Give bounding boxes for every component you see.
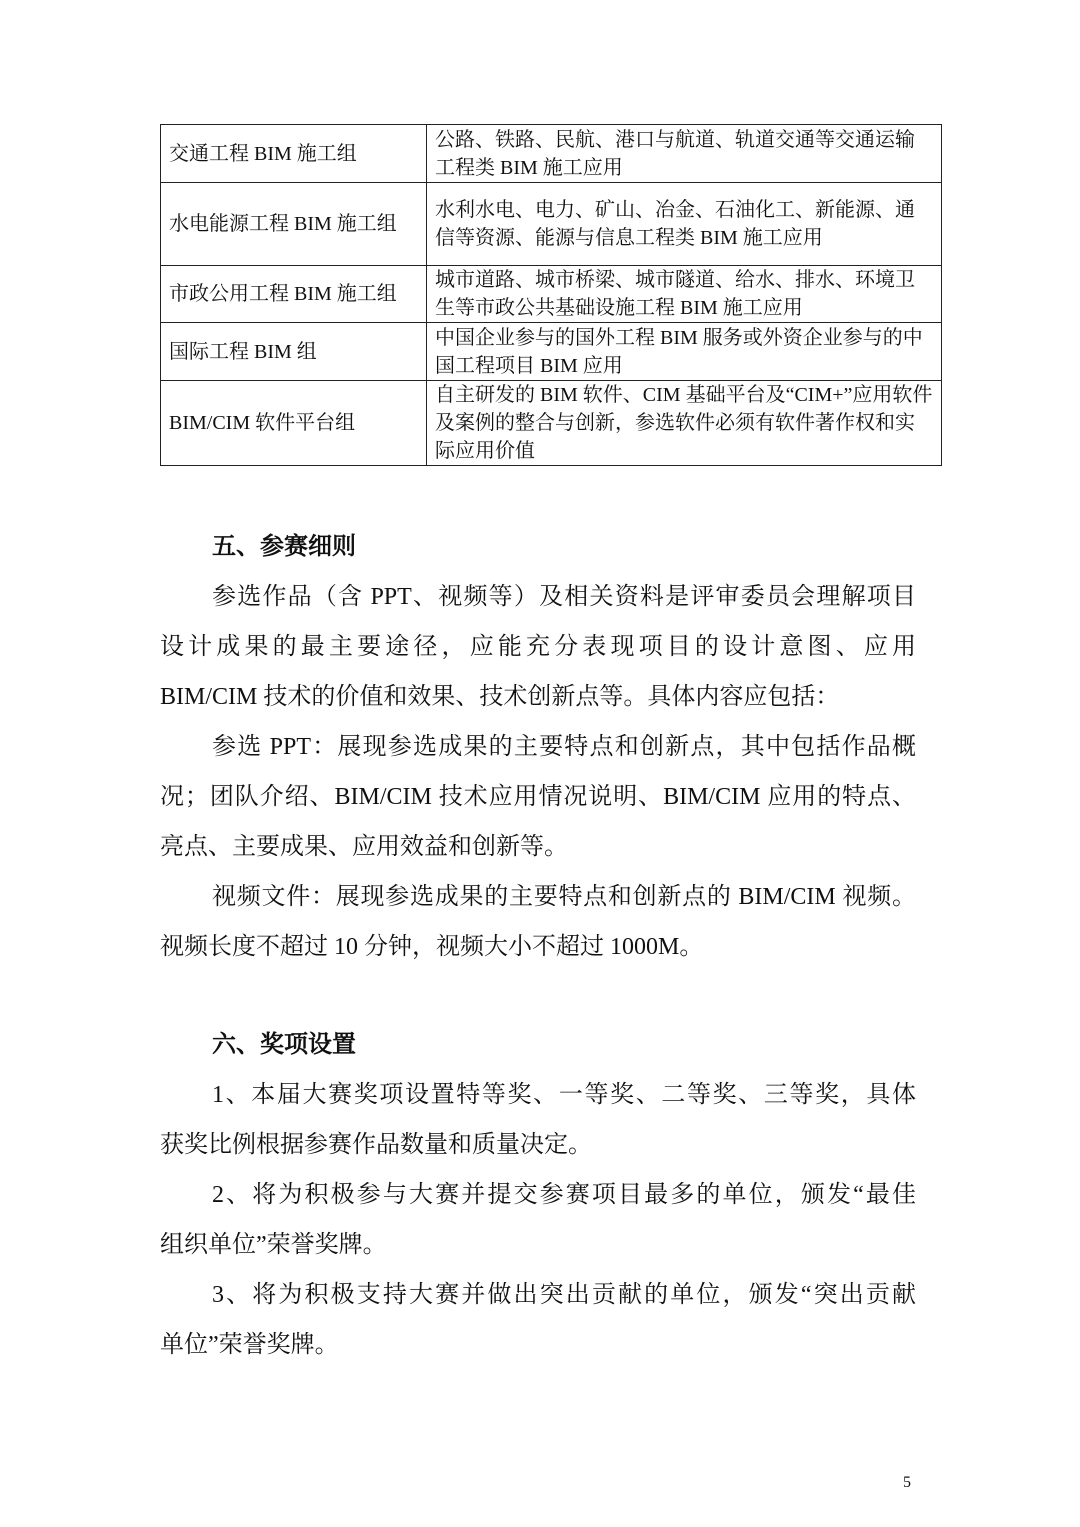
text-line: 3、将为积极支持大赛并做出突出贡献的单位，颁发“突出贡献 [212, 1282, 916, 1308]
text-line: 组织单位”荣誉奖牌。 [160, 1232, 387, 1258]
group-scope: 中国企业参与的国外工程 BIM 服务或外资企业参与的中国工程项目 BIM 应用 [427, 323, 942, 381]
section-rules [160, 522, 916, 972]
paragraph [160, 722, 916, 872]
paragraph [160, 872, 916, 972]
section-heading: 六、奖项设置 [212, 1032, 356, 1058]
text-line: BIM/CIM 技术的价值和效果、技术创新点等。具体内容应包括： [160, 684, 840, 710]
group-scope: 城市道路、城市桥梁、城市隧道、给水、排水、环境卫生等市政公共基础设施工程 BIM 施工应用 [427, 266, 942, 323]
text-line: 视频文件：展现参选成果的主要特点和创新点的 BIM/CIM 视频。 [212, 884, 916, 910]
group-scope: 公路、铁路、民航、港口与航道、轨道交通等交通运输工程类 BIM 施工应用 [427, 125, 942, 183]
text-line: 2、将为积极参与大赛并提交参赛项目最多的单位，颁发“最佳 [212, 1182, 916, 1208]
group-scope: 自主研发的 BIM 软件、CIM 基础平台及“CIM+”应用软件及案例的整合与创新，参选软件必须有软件著作权和实际应用价值 [427, 381, 942, 466]
text-line: 参选作品（含 PPT、视频等）及相关资料是评审委员会理解项目 [212, 584, 916, 610]
table-row [161, 323, 942, 381]
text-line: 参选 PPT：展现参选成果的主要特点和创新点，其中包括作品概 [212, 734, 916, 760]
page-number: 5 [903, 1474, 911, 1491]
paragraph [160, 1270, 916, 1370]
table-row [161, 266, 942, 323]
group-name: BIM/CIM 软件平台组 [161, 381, 427, 466]
section-awards [160, 1020, 916, 1370]
text-line: 亮点、主要成果、应用效益和创新等。 [160, 834, 568, 860]
text-line: 获奖比例根据参赛作品数量和质量决定。 [160, 1132, 592, 1158]
text-line: 况；团队介绍、BIM/CIM 技术应用情况说明、BIM/CIM 应用的特点、 [160, 784, 916, 810]
paragraph [160, 1070, 916, 1170]
group-name: 交通工程 BIM 施工组 [161, 125, 427, 183]
paragraph [160, 572, 916, 722]
text-line: 设计成果的最主要途径，应能充分表现项目的设计意图、应用 [160, 634, 916, 660]
group-name: 国际工程 BIM 组 [161, 323, 427, 381]
group-scope: 水利水电、电力、矿山、冶金、石油化工、新能源、通信等资源、能源与信息工程类 BIM 施工应用 [427, 183, 942, 266]
group-name: 水电能源工程 BIM 施工组 [161, 183, 427, 266]
table-row [161, 381, 942, 466]
paragraph [160, 1170, 916, 1270]
group-name: 市政公用工程 BIM 施工组 [161, 266, 427, 323]
section-heading: 五、参赛细则 [212, 534, 356, 560]
text-line: 视频长度不超过 10 分钟，视频大小不超过 1000M。 [160, 934, 704, 960]
table-row [161, 125, 942, 183]
competition-groups-table [160, 124, 942, 466]
text-line: 单位”荣誉奖牌。 [160, 1332, 339, 1358]
text-line: 1、本届大赛奖项设置特等奖、一等奖、二等奖、三等奖，具体 [212, 1082, 916, 1108]
table-row [161, 183, 942, 266]
